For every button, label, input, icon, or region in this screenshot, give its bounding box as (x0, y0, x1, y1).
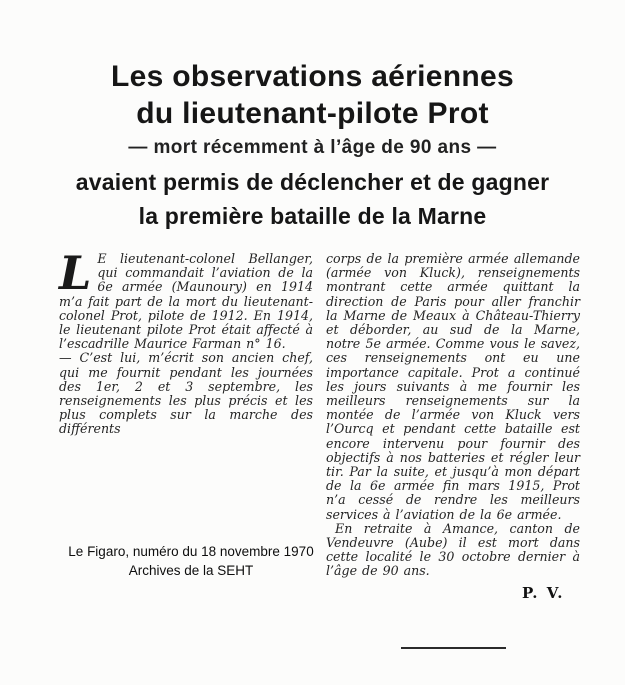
author-initials: P. V. (522, 583, 564, 602)
headline-block (0, 58, 625, 233)
deck-line-2: la première bataille de la Marne (138, 203, 487, 229)
paragraph-continuation: corps de la première armée allemande (armée von Kluck), renseignements montrant cette armée quittant la direction de Paris pour aller franchir la Marne de Meaux à Château-Thierry et déborder, au sud de la Marne, notre 5e armée. Comme vous le savez, ces renseignements ont eu une importance capitale. Prot a continué les jours suivants à me fournir les meilleurs renseignements sur la montée de l’armée von Kluck vers l’Ourcq et pendant cette bataille est encore intervenu pour fournir des objectifs à nos batteries et régler leur tir. Par la suite, et jusqu’à mon départ de la 6e armée fin mars 1915, Prot n’a cessé de rendre les meilleurs services à l’aviation de la 6e armée. (326, 251, 580, 522)
headline-line-2: du lieutenant-pilote Prot (136, 97, 489, 130)
paragraph-lead-text: E lieutenant-colonel Bellanger, qui commandait l’aviation de la 6e armée (Maunoury) en 1914 m’a fait part de la mort du lieutenant-colonel Prot, pilote de 1912. En 1914, le lieutenant pilote Prot était affecté à l’escadrille Maurice Farman n° 16. (59, 251, 313, 352)
subheadline: — mort récemment à l’âge de 90 ans — (128, 137, 497, 158)
paragraph-lead (59, 246, 313, 352)
caption-source-line: Le Figaro, numéro du 18 novembre 1970 (68, 544, 314, 559)
end-of-article-rule (401, 647, 506, 649)
paragraph-quote: — C’est lui, m’écrit son ancien chef, qui me fournit pendant les journées des 1er, 2 et 3 septembre, les renseignements les plus précis et les plus complets sur la marche des différents (59, 350, 313, 437)
right-column (326, 252, 580, 600)
archive-caption (61, 542, 321, 580)
paragraph-closing: En retraite à Amance, canton de Vendeuvre (Aube) il est mort dans cette localité le 30 octobre dernier à l’âge de 90 ans. (326, 520, 580, 579)
dropcap-letter: L (59, 246, 92, 300)
caption-archive-line: Archives de la SEHT (128, 563, 254, 578)
headline-line-1: Les observations aériennes (111, 60, 514, 93)
deck-block (0, 165, 625, 233)
deck-line-1: avaient permis de déclencher et de gagner (75, 169, 550, 195)
